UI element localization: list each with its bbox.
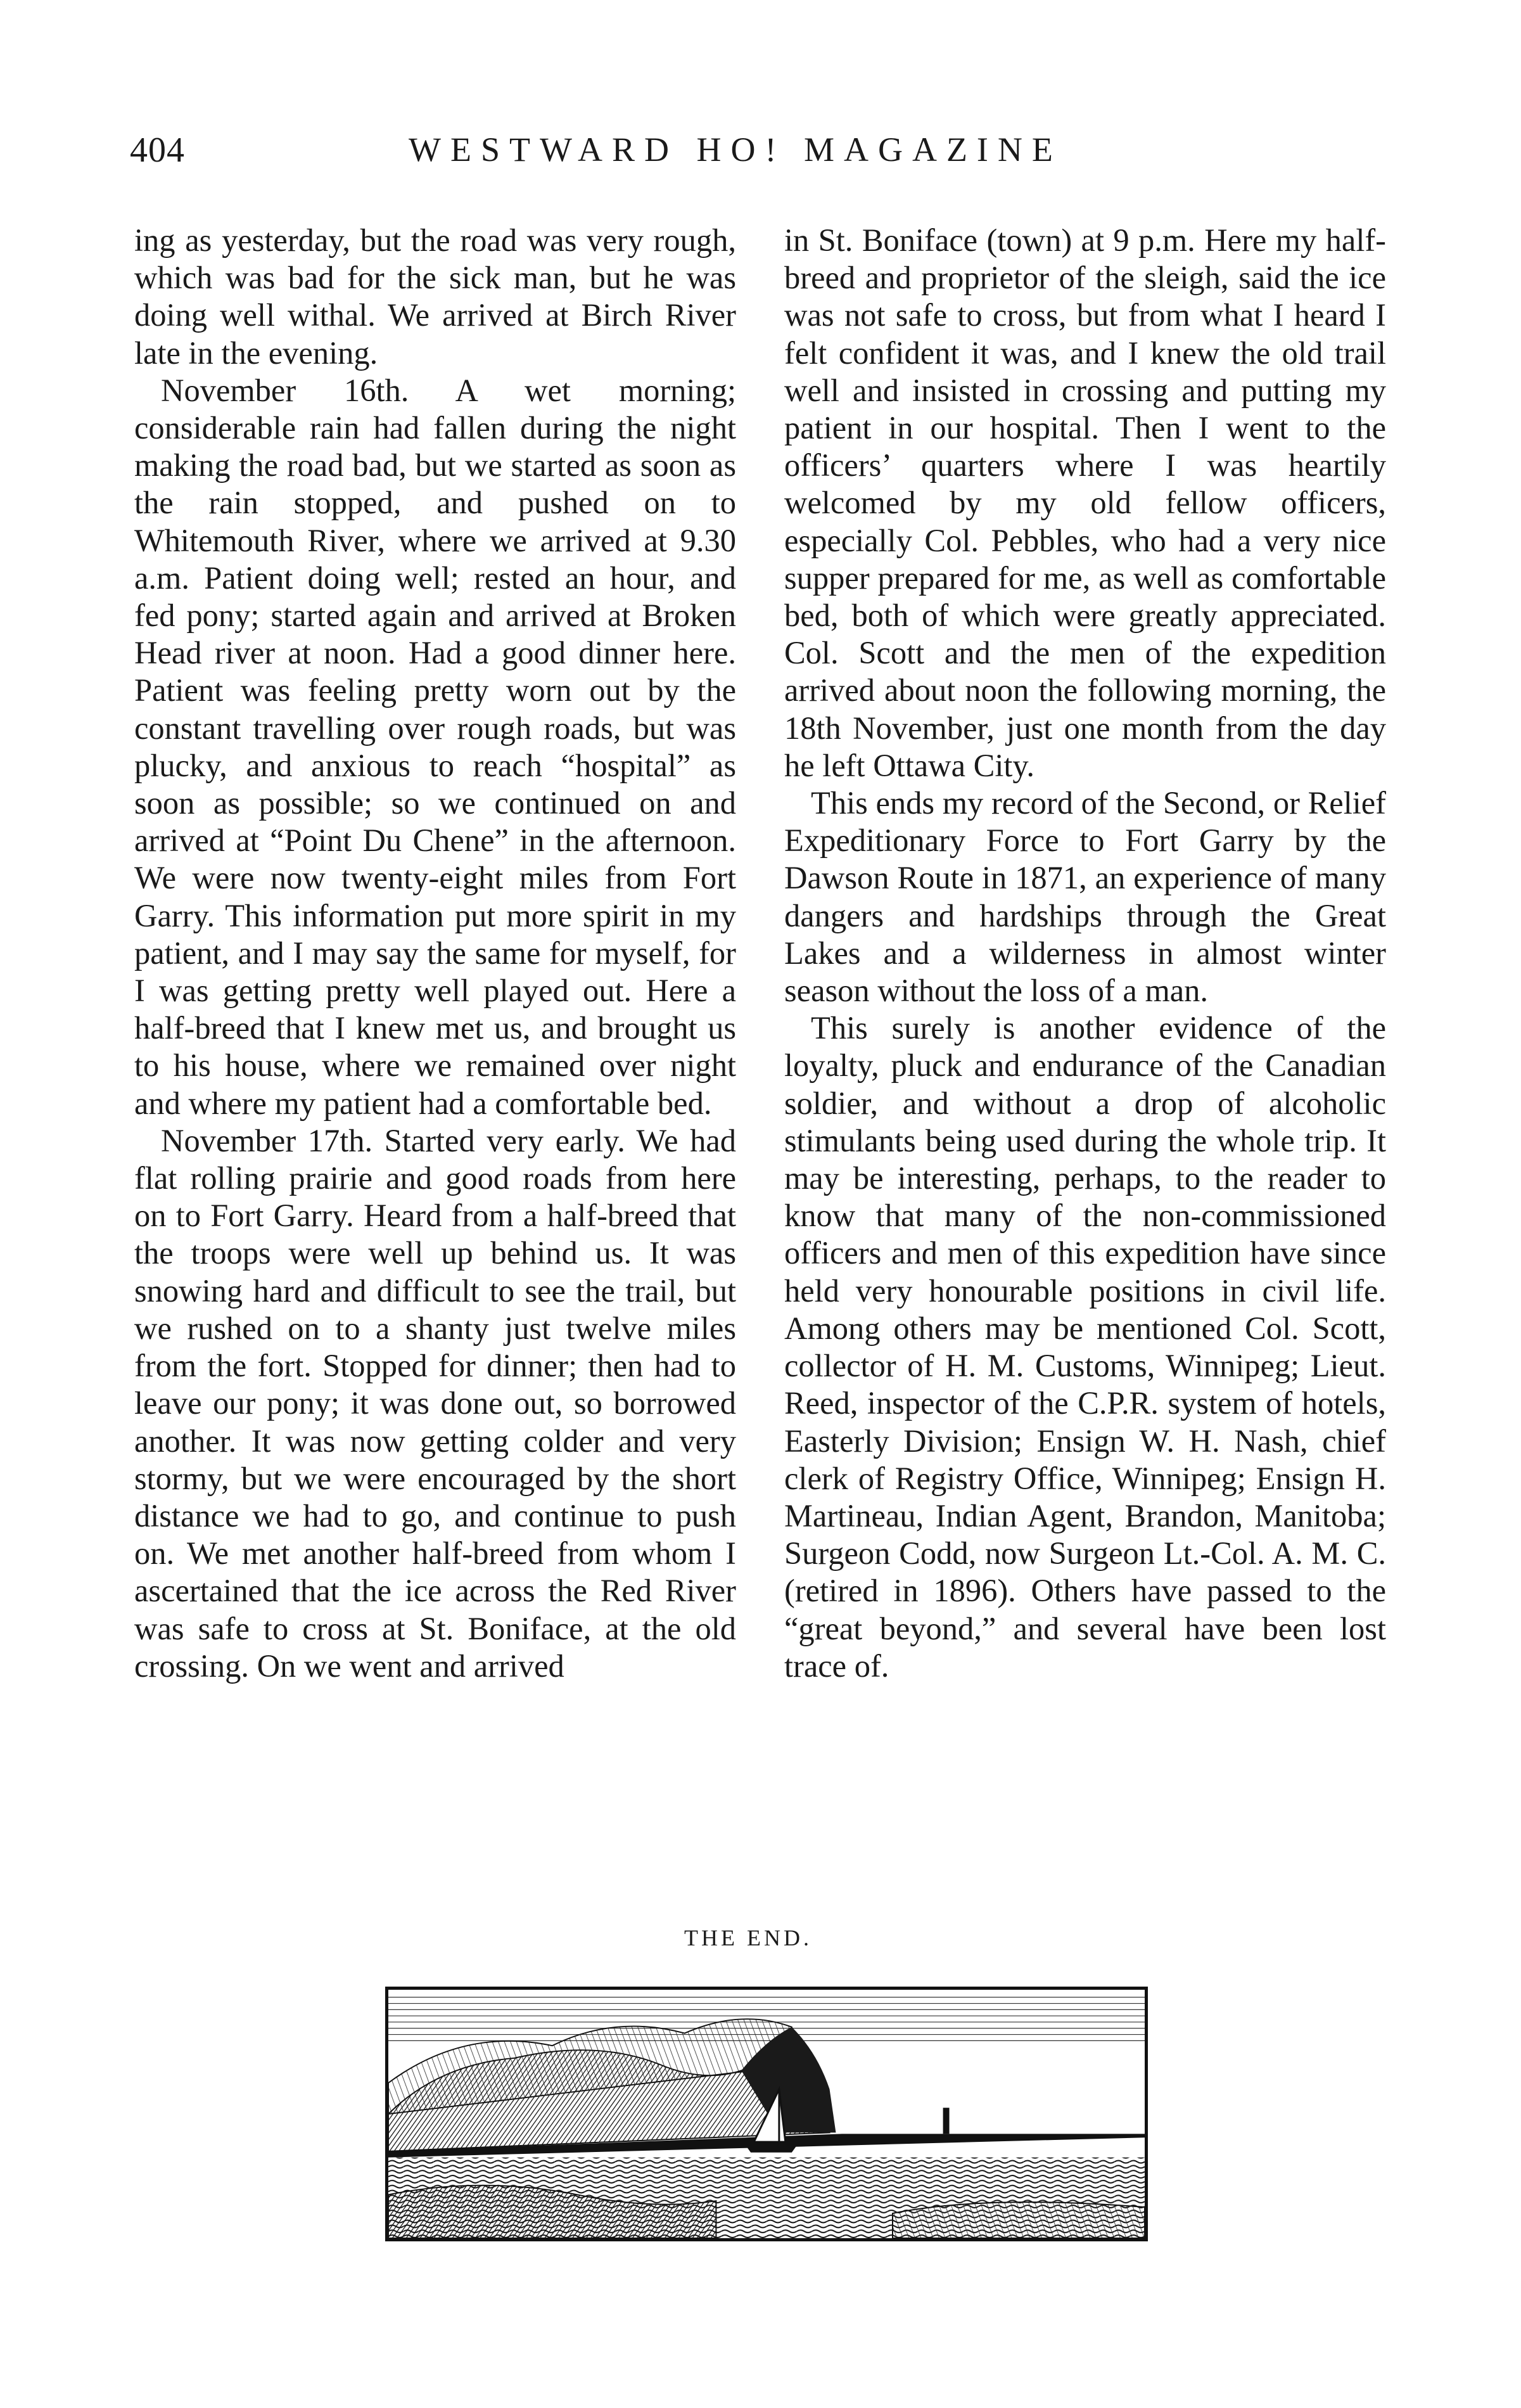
the-end-label: THE END. <box>684 1925 812 1950</box>
paragraph: November 17th. Started very early. We had flat rolling prairie and good roads from here on to Fort Garry. Heard from a half-breed that the troops were well up behind us. It was snowing hard and difficult to see the trail, but we rushed on to a shanty just twelve miles from the fort. Stopped for dinner; then had to leave our pony; it was done out, so borrowed another. It was now getting colder and very stormy, but we were encouraged by the short distance we had to go, and continue to push on. We met another half-breed from whom I ascertained that the ice across the Red River was safe to cross at St. Boniface, at the old crossing. On we went and arrived <box>134 1122 736 1684</box>
lake-shore-sailboat-icon <box>388 1990 1145 2238</box>
paragraph: This surely is another evidence of the loyalty, pluck and endurance of the Canadian soldier, and without a drop of alcoholic stimulants being used during the whole trip. It may be interesting, perhaps, to the reader to know that many of the non-commissioned officers and men of this expedition have since held very honourable positions in civil life. Among others may be mentioned Col. Scott, collector of H. M. Customs, Winnipeg; Lieut. Reed, inspector of the C.P.R. system of hotels, Easterly Division; Ensign W. H. Nash, chief clerk of Registry Office, Winnipeg; Ensign H. Martineau, Indian Agent, Brandon, Manitoba; Surgeon Codd, now Surgeon Lt.-Col. A. M. C. (retired in 1896). Others have passed to the “great beyond,” and several have been lost trace of. <box>784 1010 1386 1684</box>
paragraph: ing as yesterday, but the road was very rough, which was bad for the sick man, but he was doing well withal. We arrived at Birch River late in the evening. <box>134 222 736 371</box>
running-title: WESTWARD HO! MAGAZINE <box>409 131 1062 169</box>
landscape-illustration <box>385 1987 1148 2241</box>
page-number: 404 <box>130 131 185 170</box>
paragraph: November 16th. A wet morning; considerable rain had fallen during the night making the road bad, but we started as soon as the rain stopped, and pushed on to Whitemouth River, where we arrived at 9.30 a.m. Patient doing well; rested an hour, and fed pony; started again and arrived at Broken Head river at noon. Had a good dinner here. Patient was feeling pretty worn out by the constant travelling over rough roads, but was plucky, and anxious to reach “hospital” as soon as possible; so we continued on and arrived at “Point Du Chene” in the afternoon. We were now twenty-eight miles from Fort Garry. This information put more spirit in my patient, and I may say the same for myself, for I was getting pretty well played out. Here a half-breed that I knew met us, and brought us to his house, where we remained over night and where my patient had a comfortable bed. <box>134 372 736 1121</box>
left-column <box>134 222 736 1685</box>
page-header <box>130 130 1410 181</box>
paragraph: This ends my record of the Second, or Relief Expeditionary Force to Fort Garry by the Dawson Route in 1871, an experience of many dangers and hardships through the Great Lakes and a wilderness in almost winter season without the loss of a man. <box>784 785 1386 1009</box>
paragraph: in St. Boniface (town) at 9 p.m. Here my half-breed and proprietor of the sleigh, said the ice was not safe to cross, but from what I heard I felt confident it was, and I knew the old trail well and insisted in crossing and putting my patient in our hospital. Then I went to the officers’ quarters where I was heartily welcomed by my old fellow officers, especially Col. Pebbles, who had a very nice supper prepared for me, as well as comfortable bed, both of which were greatly appreciated. Col. Scott and the men of the expedition arrived about noon the following morning, the 18th November, just one month from the day he left Ottawa City. <box>784 222 1386 783</box>
right-column <box>784 222 1386 1685</box>
